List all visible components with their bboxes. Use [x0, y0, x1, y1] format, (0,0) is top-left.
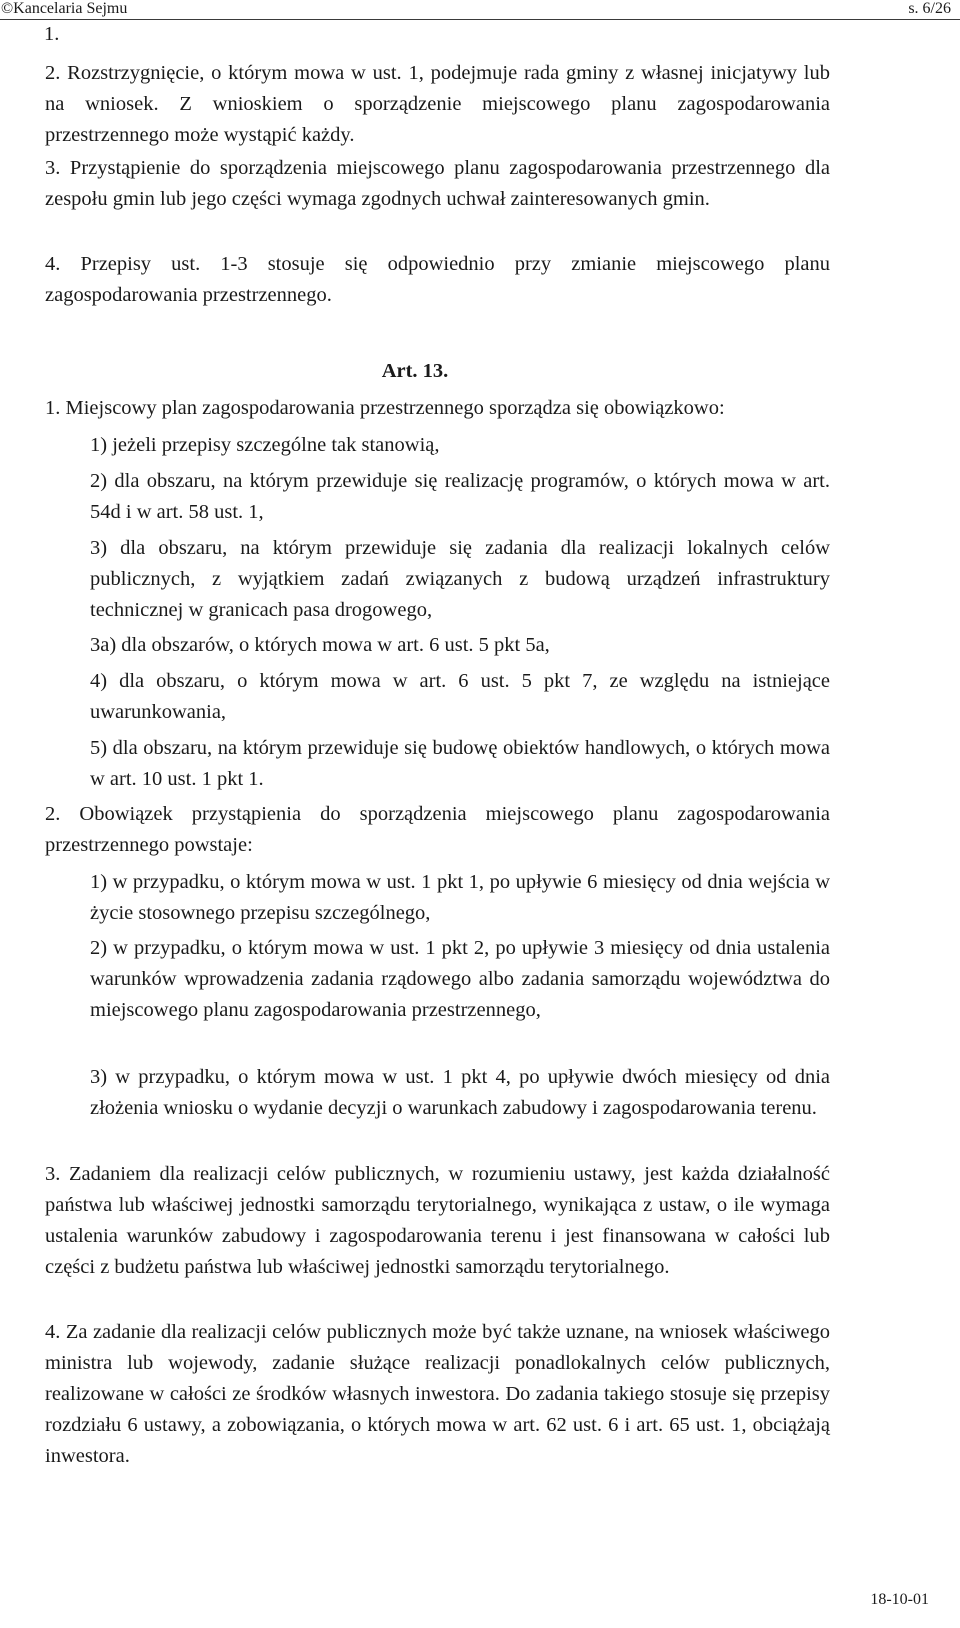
art13-ust1-item: 5) dla obszaru, na którym przewiduje się budowę obiektów handlowych, o których mowa w art. 10 ust. 1 pkt 1. [90, 737, 830, 790]
art13-ust1-item: 4) dla obszaru, o którym mowa w art. 6 ust. 5 pkt 7, ze względu na istniejące uwarunkowania, [90, 670, 830, 723]
page-header [0, 0, 960, 20]
art13-ust1-item: 2) dla obszaru, na którym przewiduje się realizację programów, o których mowa w art. 54d i w art. 58 ust. 1, [90, 470, 830, 523]
art13-ust1-item: 3a) dla obszarów, o których mowa w art. 6 ust. 5 pkt 5a, [90, 634, 550, 656]
header-divider [0, 19, 960, 20]
stray-item-number: 1. [44, 23, 60, 45]
art12-ust4: 4. Przepisy ust. 1-3 stosuje się odpowiednio przy zmianie miejscowego planu zagospodarowania przestrzennego. [45, 253, 830, 306]
art12-ust2: 2. Rozstrzygnięcie, o którym mowa w ust. 1, podejmuje rada gminy z własnej inicjatywy lub na wniosek. Z wnioskiem o sporządzenie miejscowego planu zagospodarowania przestrzennego może wystąpić każdy. [45, 62, 830, 146]
footer-date-code: 18-10-01 [870, 1591, 929, 1608]
copyright-notice: ©Kancelaria Sejmu [1, 0, 128, 17]
art13-ust4: 4. Za zadanie dla realizacji celów publicznych może być także uznane, na wniosek właściwego ministra lub wojewody, zadanie służące realizacji ponadlokalnych celów publicznych, realizowane w całości ze środków własnych inwestora. Do zadania takiego stosuje się przepisy rozdziału 6 ustawy, a zobowiązania, o których mowa w art. 62 ust. 6 i art. 65 ust. 1, obciążają inwestora. [45, 1321, 830, 1467]
art13-ust2-intro: 2. Obowiązek przystąpienia do sporządzenia miejscowego planu zagospodarowania przestrzennego powstaje: [45, 803, 830, 856]
art13-ust1-item: 3) dla obszaru, na którym przewiduje się zadania dla realizacji lokalnych celów publicznych, z wyjątkiem zadań związanych z budową urządzeń infrastruktury technicznej w granicach pasa drogowego, [90, 537, 830, 621]
art13-heading: Art. 13. [381, 360, 449, 382]
page-number: s. 6/26 [908, 0, 951, 17]
art13-ust2-item: 2) w przypadku, o którym mowa w ust. 1 pkt 2, po upływie 3 miesięcy od dnia ustalenia warunków wprowadzenia zadania rządowego albo zadania samorządu województwa do miejscowego planu zagospodarowania przestrzennego, [90, 937, 830, 1021]
art13-ust1-intro: 1. Miejscowy plan zagospodarowania przestrzennego sporządza się obowiązkowo: [45, 397, 725, 419]
art13-ust3: 3. Zadaniem dla realizacji celów publicznych, w rozumieniu ustawy, jest każda działalność państwa lub właściwej jednostki samorządu terytorialnego, wynikająca z ustaw, o ile wymaga ustalenia warunków zabudowy i zagospodarowania terenu i jest finansowana w całości lub części z budżetu państwa lub właściwej jednostki samorządu terytorialnego. [45, 1163, 830, 1278]
art13-ust2-item: 1) w przypadku, o którym mowa w ust. 1 pkt 1, po upływie 6 miesięcy od dnia wejścia w życie stosownego przepisu szczególnego, [90, 871, 830, 924]
art13-ust1-item: 1) jeżeli przepisy szczególne tak stanowią, [90, 434, 440, 456]
art13-ust2-item: 3) w przypadku, o którym mowa w ust. 1 pkt 4, po upływie dwóch miesięcy od dnia złożenia wniosku o wydanie decyzji o warunkach zabudowy i zagospodarowania terenu. [90, 1066, 830, 1119]
art12-ust3: 3. Przystąpienie do sporządzenia miejscowego planu zagospodarowania przestrzennego dla zespołu gmin lub jego części wymaga zgodnych uchwał zainteresowanych gmin. [45, 157, 830, 210]
